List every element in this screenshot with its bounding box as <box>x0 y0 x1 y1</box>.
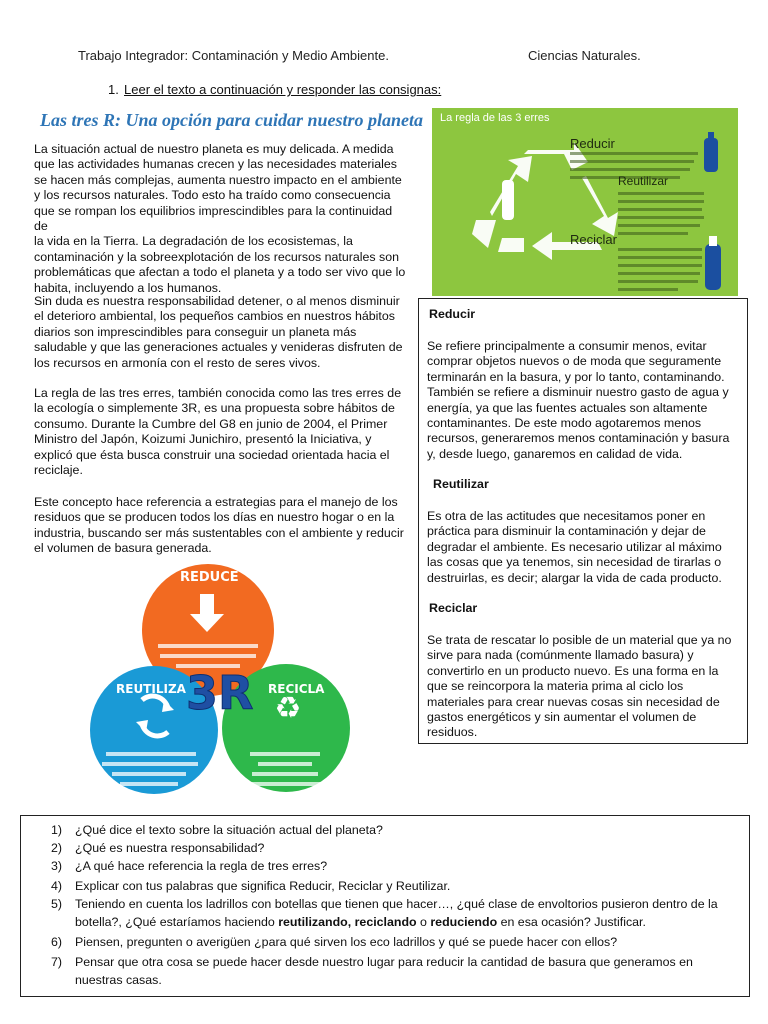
infographic-label-reutilizar: Reutilizar <box>618 174 669 188</box>
paragraph-line: explicó que ésta busca construir una sociedad orientada hacia el <box>34 447 390 462</box>
paragraph-line: el volumen de basura generada. <box>34 541 212 556</box>
article-paragraph-1 <box>34 142 406 296</box>
text-line: que se reincorpora la materia prima al ciclo los <box>427 679 684 694</box>
document-header-subject: Ciencias Naturales. <box>528 48 641 63</box>
question-text: Explicar con tus palabras que significa Reducir, Reciclar y Reutilizar. <box>75 879 451 893</box>
reducir-heading: Reducir <box>429 307 476 321</box>
questions-box <box>20 815 750 997</box>
paragraph-line: los recursos en armonía con el resto de seres vivos. <box>34 355 321 370</box>
paragraph-line: la ecología o simplemente 3R, es una propuesta sobre hábitos de <box>34 401 395 416</box>
paragraph-line: el deterioro ambiental, los pequeños cambios en nuestros hábitos <box>34 309 395 324</box>
text-line: Se trata de rescatar lo posible de un material que ya no <box>427 633 732 647</box>
text-line: gastos energéticos y sin aumentar el volumen de <box>427 710 697 725</box>
text-line: sirve para nada (comúnmente llamado basura) y <box>427 648 694 663</box>
question-text: Piensen, pregunten o averigüen ¿para qué sirven los eco ladrillos y qué se puede hacer con ellos? <box>75 935 618 949</box>
text-line: destruirlas, es decir; alargar la vida de cada producto. <box>427 570 722 585</box>
bottle-icon <box>704 138 718 172</box>
text-line: energía, ya que las fuentes actuales son altamente <box>427 400 708 415</box>
infographic-label-reducir: Reducir <box>570 136 615 151</box>
text-line: contaminantes. De este modo agotaremos menos <box>427 416 702 431</box>
text-line: Se refiere principalmente a consumir menos, evitar <box>427 339 707 353</box>
paragraph-line: habita, incluyendo a los humanos. <box>34 280 222 295</box>
paragraph-line: La regla de las tres erres, también conocida como las tres erres de <box>34 386 402 400</box>
question-text: Pensar que otra cosa se puede hacer desde nuestro lugar para reducir la cantidad de basura que generamos en <box>75 955 693 969</box>
reutilizar-text <box>427 509 741 586</box>
paragraph-line: Ministro del Japón, Koizumi Junichiro, presentó la Iniciativa, y <box>34 432 372 447</box>
question-text: ¿Qué es nuestra responsabilidad? <box>75 841 265 855</box>
question-text-continued <box>75 914 646 931</box>
paragraph-line: que se rompan los equilibrios imprescindibles para la continuidad de <box>34 203 393 234</box>
text-line: y, desde luego, ganaremos en calidad de vida. <box>427 446 683 461</box>
infographic-title: La regla de las 3 erres <box>440 112 550 124</box>
paragraph-line: industria, buscando ser más sustentables con el ambiente y reducir <box>34 525 404 540</box>
paragraph-line: saludable y que las generaciones actuales y venideras disfruten de <box>34 340 403 355</box>
question-text-continued: nuestras casas. <box>75 973 162 987</box>
reciclar-heading: Reciclar <box>429 601 478 615</box>
question-text: ¿A qué hace referencia la regla de tres erres? <box>75 859 328 873</box>
reutilizar-heading: Reutilizar <box>433 477 489 491</box>
three-r-infographic <box>432 108 738 296</box>
infographic-label-reciclar: Reciclar <box>570 232 617 247</box>
reutiliza-label: REUTILIZA <box>116 682 186 696</box>
article-paragraph-4 <box>34 495 406 557</box>
question-text: Teniendo en cuenta los ladrillos con botellas que tienen que hacer…, ¿qué clase de envoltorios pusieron dentro de la <box>75 897 718 911</box>
question-number: 7) <box>51 955 63 969</box>
text-line: residuos. <box>427 725 478 740</box>
question-number: 1) <box>51 823 63 837</box>
instruction-text: Leer el texto a continuación y responder las consignas: <box>124 82 442 97</box>
reducir-text <box>427 339 741 462</box>
paragraph-line: reciclaje. <box>34 463 83 478</box>
document-header-title: Trabajo Integrador: Contaminación y Medio Ambiente. <box>78 48 389 63</box>
question-number: 2) <box>51 841 63 855</box>
text-line: convertirlo en un producto nuevo. Es una forma en la <box>427 663 719 678</box>
paragraph-line: que las actividades humanas crecen y las necesidades materiales <box>34 157 397 172</box>
text-line: degradar el ambiente. Es necesario utilizar al máximo <box>427 539 722 554</box>
instruction-number: 1. <box>108 82 119 97</box>
paragraph-line: consumo. Durante la Cumbre del G8 en junio de 2004, el Primer <box>34 416 388 431</box>
text-line: terminarán en la basura, y por lo tanto, contaminando. <box>427 369 725 384</box>
recicla-label: RECICLA <box>268 682 325 696</box>
question-text-part: o <box>416 915 431 929</box>
text-line: También se refiere a disminuir nuestro gasto de agua y <box>427 385 729 400</box>
paragraph-line: contaminación y la sobreexplotación de los recursos naturales son <box>34 249 400 264</box>
text-line: comprar objetos nuevos o de moda que seguramente <box>427 354 722 369</box>
paragraph-line: Sin duda es nuestra responsabilidad detener, o al menos disminuir <box>34 294 400 308</box>
reduce-label: REDUCE <box>180 570 239 585</box>
article-title: Las tres R: Una opción para cuidar nuestro planeta <box>40 110 424 130</box>
text-line: materiales para crear nuevas cosas sin necesidad de <box>427 694 720 709</box>
definitions-box <box>418 298 748 744</box>
question-number: 4) <box>51 879 63 893</box>
recycle-icon: ♻ <box>274 691 302 726</box>
paragraph-line: y los recursos naturales. Todo esto ha traído como consecuencia <box>34 188 391 203</box>
paragraph-line: Este concepto hace referencia a estrategias para el manejo de los <box>34 495 398 509</box>
text-line: Es otra de las actitudes que necesitamos poner en <box>427 509 706 523</box>
paragraph-line: la vida en la Tierra. La degradación de los ecosistemas, la <box>34 234 353 249</box>
bottle-icon <box>502 180 514 220</box>
paragraph-line: La situación actual de nuestro planeta es muy delicada. A medida <box>34 142 394 156</box>
text-line: las cosas que ya tenemos, sin necesidad de tirarlas o <box>427 555 722 570</box>
three-r-center-label: 3R <box>186 666 254 720</box>
paragraph-line: diarios son imprescindibles para conseguir un planeta más <box>34 324 357 339</box>
question-text: ¿Qué dice el texto sobre la situación actual del planeta? <box>75 823 383 837</box>
three-r-venn-diagram <box>86 560 352 796</box>
reciclar-text <box>427 633 741 741</box>
question-number: 5) <box>51 897 63 911</box>
question-number: 3) <box>51 859 63 873</box>
paragraph-line: residuos que se producen todos los días en nuestro hogar o en la <box>34 510 395 525</box>
question-bold-part: reduciendo <box>430 915 498 929</box>
paragraph-line: se hacen más complejas, aumenta nuestro impacto en el ambiente <box>34 172 402 187</box>
question-text-part: botella?, ¿Qué estaríamos haciendo <box>75 915 279 929</box>
question-bold-part: reutilizando, reciclando <box>278 915 417 929</box>
text-line: recursos, generaremos menos contaminación y basura <box>427 431 730 446</box>
article-paragraph-3 <box>34 386 406 478</box>
paragraph-line: problemáticas que afectan a todo el planeta y a todo ser vivo que lo <box>34 265 406 280</box>
article-paragraph-2 <box>34 294 406 371</box>
question-text-part: en esa ocasión? Justificar. <box>497 915 646 929</box>
question-number: 6) <box>51 935 63 949</box>
bottle-icon <box>705 244 721 290</box>
text-line: práctica para disminuir la contaminación y dejar de <box>427 524 706 539</box>
